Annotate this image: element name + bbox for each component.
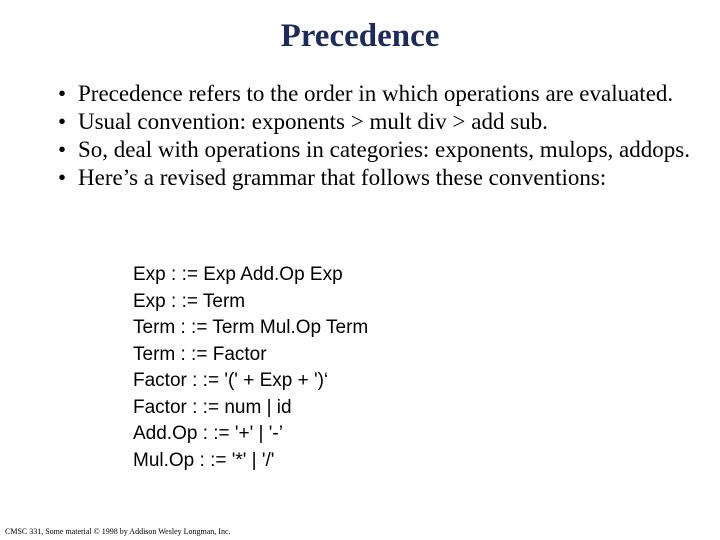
grammar-rule: Add.Op : := '+' | '-’ — [133, 423, 283, 444]
bullet-text: So, deal with operations in categories: exponents, mulops, addops. — [78, 137, 690, 162]
bullet-dot: • — [58, 165, 67, 190]
bullet-dot: • — [58, 81, 67, 106]
grammar-rule: Term : := Term Mul.Op Term — [133, 317, 369, 338]
bullet-item — [58, 110, 698, 134]
bullet-item — [58, 138, 698, 162]
bullet-list — [58, 82, 698, 194]
bullet-text: Usual convention: exponents > mult div > add sub. — [78, 109, 548, 134]
slide-title: Precedence — [280, 18, 440, 54]
grammar-rules — [133, 262, 368, 474]
bullet-text: Here’s a revised grammar that follows these conventions: — [78, 165, 607, 190]
grammar-rule: Mul.Op : := '*' | '/' — [133, 449, 275, 471]
bullet-item — [58, 82, 698, 106]
grammar-rule: Term : := Factor — [133, 343, 267, 365]
grammar-rule: Factor : := num | id — [133, 396, 292, 418]
bullet-text: Precedence refers to the order in which operations are evaluated. — [78, 81, 674, 106]
bullet-dot: • — [58, 137, 67, 162]
grammar-rule: Exp : := Term — [133, 290, 246, 312]
footer-copyright: CMSC 331, Some material © 1998 by Addison Wesley Longman, Inc. — [5, 527, 231, 536]
bullet-item — [58, 166, 698, 190]
grammar-rule: Exp : := Exp Add.Op Exp — [133, 264, 343, 285]
grammar-rule: Factor : := '(' + Exp + ')‘ — [133, 370, 329, 391]
bullet-dot: • — [58, 109, 67, 134]
